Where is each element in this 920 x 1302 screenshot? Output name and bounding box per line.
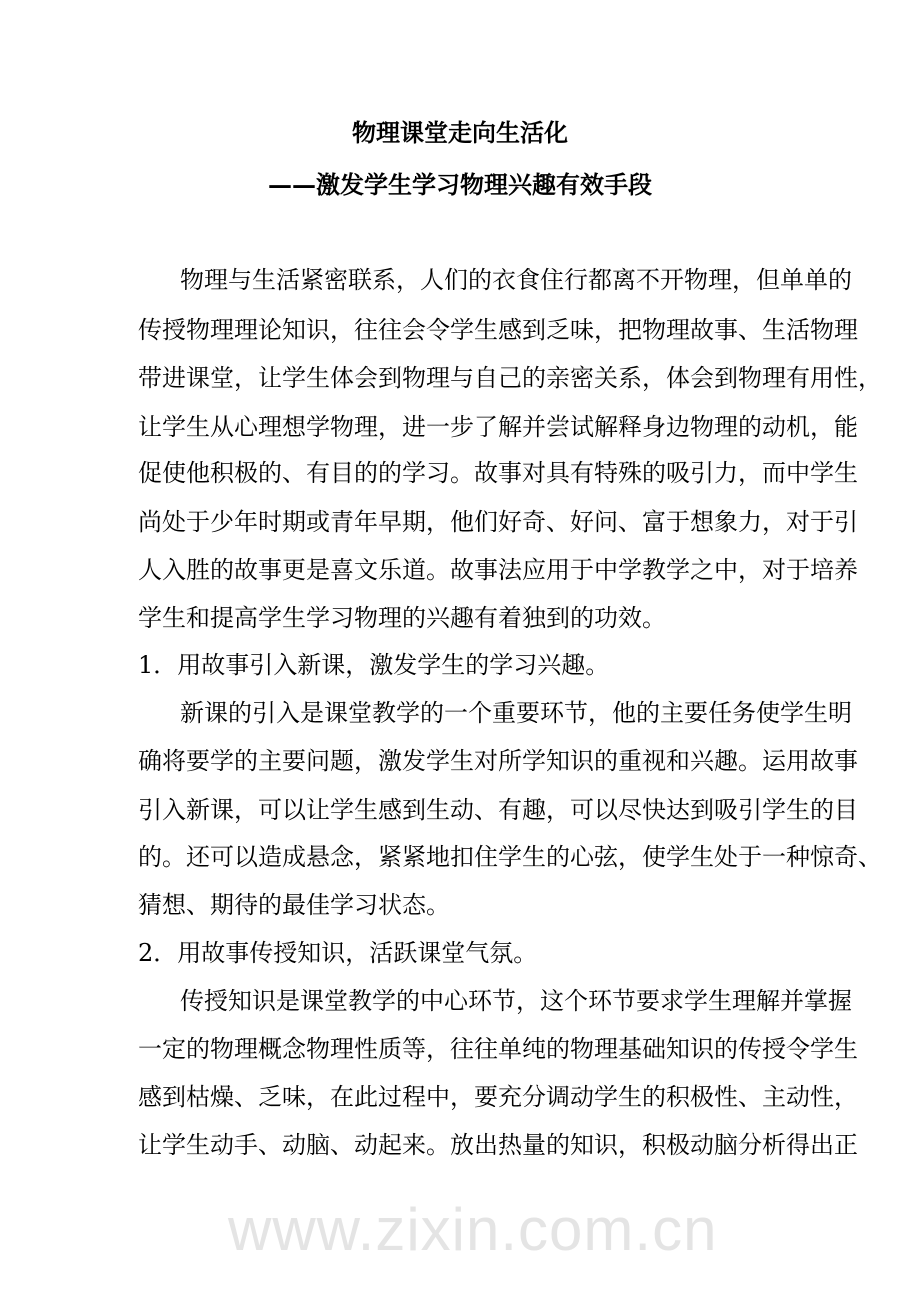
text-line: 促使他积极的、有目的的学习。故事对具有特殊的吸引力，而中学生 — [138, 459, 858, 487]
text-line: 物理与生活紧密联系，人们的衣食住行都离不开物理，但单单的 — [180, 266, 852, 294]
text-line: 让学生从心理想学物理，进一步了解并尝试解释身边物理的动机，能 — [138, 413, 858, 441]
text-line: 让学生动手、动脑、动起来。放出热量的知识，积极动脑分析得出正 — [138, 1131, 858, 1159]
text-line: 一定的物理概念物理性质等，往往单纯的物理基础知识的传授令学生 — [138, 1035, 858, 1063]
text-line: 学生和提高学生学习物理的兴趣有着独到的功效。 — [138, 604, 666, 632]
text-line: 感到枯燥、乏味，在此过程中，要充分调动学生的积极性、主动性， — [138, 1083, 858, 1111]
text-line: 猜想、期待的最佳学习状态。 — [138, 891, 450, 919]
text-line: 引入新课，可以让学生感到生动、有趣，可以尽快达到吸引学生的目 — [138, 796, 858, 824]
document-subtitle: ——激发学生学习物理兴趣有效手段 — [268, 170, 652, 199]
text-line: 传授知识是课堂教学的中心环节，这个环节要求学生理解并掌握 — [180, 987, 852, 1015]
text-line: 尚处于少年时期或青年早期，他们好奇、好问、富于想象力，对于引 — [138, 508, 858, 536]
watermark: www.zixin.com.cn — [228, 1196, 718, 1263]
text-line: 确将要学的主要问题，激发学生对所学知识的重视和兴趣。运用故事 — [138, 747, 858, 775]
text-line: 的。还可以造成悬念，紧紧地扣住学生的心弦，使学生处于一种惊奇、 — [138, 843, 882, 871]
section-1-heading: 1．用故事引入新课，激发学生的学习兴趣。 — [138, 651, 610, 679]
text-line: 人入胜的故事更是喜文乐道。故事法应用于中学教学之中，对于培养 — [138, 556, 858, 584]
document-title: 物理课堂走向生活化 — [352, 118, 568, 147]
text-line: 传授物理理论知识，往往会令学生感到乏味，把物理故事、生活物理 — [138, 316, 858, 344]
text-line: 新课的引入是课堂教学的一个重要环节，他的主要任务使学生明 — [180, 699, 852, 727]
text-line: 带进课堂，让学生体会到物理与自己的亲密关系，体会到物理有用性， — [138, 364, 882, 392]
section-2-heading: 2．用故事传授知识，活跃课堂气氛。 — [138, 939, 538, 967]
